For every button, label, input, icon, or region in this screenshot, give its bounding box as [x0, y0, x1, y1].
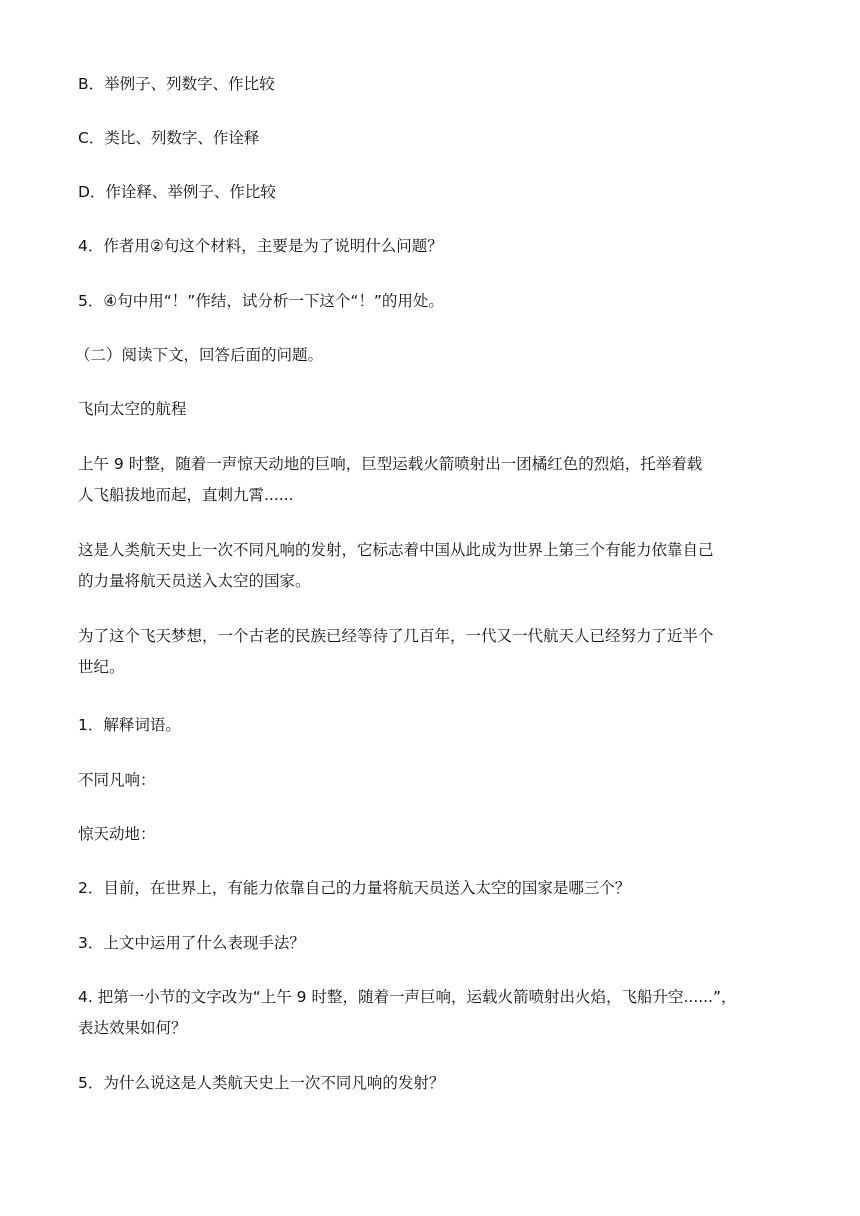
- question-5: 5．④句中用“！”作结，试分析一下这个“！”的用处。: [78, 292, 444, 310]
- question-4b-line-1: 4. 把第一小节的文字改为“上午 9 时整，随着一声巨响，运载火箭喷射出火焰，飞船升空......”，: [78, 988, 737, 1006]
- question-5b: 5．为什么说这是人类航天史上一次不同凡响的发射？: [78, 1074, 445, 1092]
- passage-paragraph-2-line-1: 这是人类航天史上一次不同凡响的发射，它标志着中国从此成为世界上第三个有能力依靠自己: [78, 541, 714, 559]
- passage-paragraph-1-line-1: 上午 9 时整，随着一声惊天动地的巨响，巨型运载火箭喷射出一团橘红色的烈焰，托举着载: [78, 455, 703, 473]
- option-c: C．类比、列数字、作诠释: [78, 129, 260, 147]
- passage-paragraph-3-line-1: 为了这个飞天梦想，一个古老的民族已经等待了几百年，一代又一代航天人已经努力了近半个: [78, 627, 714, 645]
- question-2: 2．目前，在世界上，有能力依靠自己的力量将航天员送入太空的国家是哪三个？: [78, 879, 631, 897]
- term-2: 惊天动地：: [78, 825, 156, 843]
- section-heading: （二）阅读下文，回答后面的问题。: [75, 346, 324, 364]
- question-1: 1．解释词语。: [78, 716, 181, 734]
- option-b: B．举例子、列数字、作比较: [78, 75, 275, 93]
- term-1: 不同凡响：: [78, 771, 156, 789]
- passage-title: 飞向太空的航程: [78, 400, 187, 418]
- question-3: 3．上文中运用了什么表现手法？: [78, 934, 305, 952]
- passage-paragraph-2-line-2: 的力量将航天员送入太空的国家。: [78, 572, 311, 590]
- passage-paragraph-1-line-2: 人飞船拔地而起，直刺九霄......: [78, 486, 294, 504]
- question-4b-line-2: 表达效果如何？: [78, 1019, 187, 1037]
- option-d: D．作诠释、举例子、作比较: [78, 183, 276, 201]
- passage-paragraph-3-line-2: 世纪。: [78, 658, 125, 676]
- question-4: 4．作者用②句这个材料，主要是为了说明什么问题？: [78, 237, 443, 255]
